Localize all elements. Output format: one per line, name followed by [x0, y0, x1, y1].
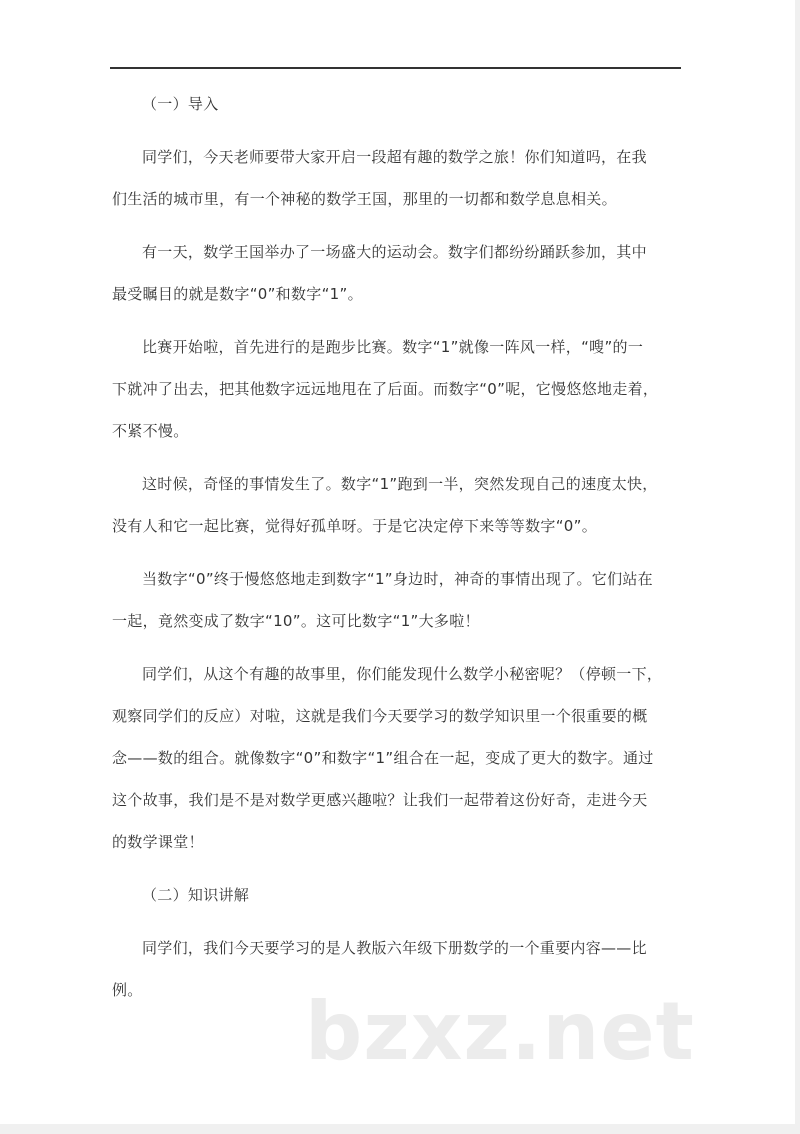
paragraph-line: 不紧不慢。	[112, 422, 189, 440]
paragraph-line: 观察同学们的反应）对啦，这就是我们今天要学习的数学知识里一个很重要的概	[112, 707, 648, 725]
paragraph-line: 例。	[112, 981, 143, 999]
paragraph-line: 没有人和它一起比赛，觉得好孤单呀。于是它决定停下来等等数字“0”。	[112, 517, 597, 535]
header-rule	[110, 67, 681, 69]
paragraph-line: 下就冲了出去，把其他数字远远地甩在了后面。而数字“0”呢，它慢悠悠地走着，	[112, 380, 659, 398]
paragraph-line: 这时候，奇怪的事情发生了。数字“1”跑到一半，突然发现自己的速度太快，	[142, 475, 658, 493]
watermark: bzxz.net	[305, 985, 695, 1078]
paragraph-line: 同学们，我们今天要学习的是人教版六年级下册数学的一个重要内容——比	[142, 939, 647, 957]
paragraph-line: 的数学课堂！	[112, 833, 204, 851]
section-heading: （二）知识讲解	[142, 886, 250, 904]
paragraph-line: 同学们，从这个有趣的故事里，你们能发现什么数学小秘密呢？（停顿一下，	[142, 665, 663, 683]
paragraph-line: 这个故事，我们是不是对数学更感兴趣啦？让我们一起带着这份好奇，走进今天	[112, 791, 648, 809]
paragraph-line: 一起，竟然变成了数字“10”。这可比数字“1”大多啦！	[112, 612, 480, 630]
paragraph-line: 比赛开始啦，首先进行的是跑步比赛。数字“1”就像一阵风一样，“嗖”的一	[142, 338, 644, 356]
paragraph-line: 们生活的城市里，有一个神秘的数学王国，那里的一切都和数学息息相关。	[112, 190, 617, 208]
paragraph-line: 当数字“0”终于慢悠悠地走到数字“1”身边时，神奇的事情出现了。它们站在	[142, 570, 653, 588]
paragraph-line: 最受瞩目的就是数字“0”和数字“1”。	[112, 285, 363, 303]
paragraph-line: 念——数的组合。就像数字“0”和数字“1”组合在一起，变成了更大的数字。通过	[112, 749, 654, 767]
paragraph-line: 同学们，今天老师要带大家开启一段超有趣的数学之旅！你们知道吗，在我	[142, 148, 647, 166]
section-heading: （一）导入	[142, 95, 219, 113]
paragraph-line: 有一天，数学王国举办了一场盛大的运动会。数字们都纷纷踊跃参加，其中	[142, 243, 647, 261]
